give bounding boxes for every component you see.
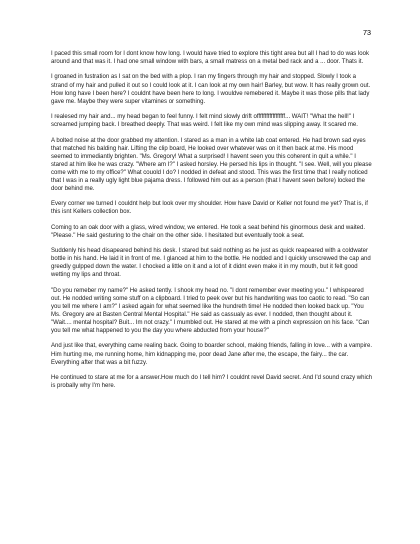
paragraph: I groaned in fustration as I sat on the bed with a plop. I ran my fingers through my hair and stopped. Slowly I took a strand of my hair and pulled it out so I could look at it. I can look at my own hair! Barley, but wow. It has really grown out. How long have I been here? I couldnt have been here to long. I wouldve remebered it. Maybe it was those pills that lady gave me. Maybe they were super vitamines or something. [51,74,371,105]
paragraph: And just like that, everything came realing back. Going to boarder school, making friends, falling in love... with a vampire. Him hurting me, me running home, him kidnapping me, poor dead Jane after me, the escape, the fairy... the car. Everything after that was a bit fuzzy. [51,343,372,366]
paragraph: "Do you remeber my name?" He asked tently. I shook my head no. "I dont remember ever meeting you." I whispeared out. He nodded writing some stuff on a clipboard. I tried to peek over but his handwriting was too caotic to read. "So can you tell me where I am?" I asked again for what seemed like the hundreth time! He nodded then looked back up. "You Ms. Gregory are at Basten Central Mental Hospital." He said as cassualy as ever. I nodded, then thought about it. "Wait.... mental hospital? Buit... Im not crazy." I mumbled out. He stared at me with a pinch expression on his face. "Can you tell me what happened to you the day you where abducted from your house?" [51,287,370,335]
paragraph: Suddenly his head disapeared behind his desk. I stared but said nothing as he just as quick reapeared with a coldwater bottle in his hand. He laid it in front of me. I glanced at him to the bottle. He nodded and I quickly unscrewed the cap and greedly gulpped down the water. I chocked a little on it and a lot of it didnt even make it in my mouth, but it felt good wetting my lips and throat. [51,248,371,279]
body-text [51,50,373,398]
paragraph: I realesed my hair and... my head began to feel funny. I felt mind slowly drift offffffffffffffffff... WAIT! "What the hell!" I screamed jumping back. I breathed deeply. That was weird. I felt like my own mind was slipping away. It scared me. [51,114,358,129]
page-number: 73 [363,28,371,37]
paragraph: He continued to stare at me for a answer.How much do I tell him? I couldnt revel David secret. And I'd sound crazy which is probally why I'm here. [51,375,373,390]
paragraph: A bolted noise at the door grabbed my attention. I stared as a man in a white lab coat entered. He had brown sad eyes that matched his balding hair. Lifting the clip board, He looked over whatever was on it then back at me. His mood seemed to immediantly brighten. "Ms. Gregory! What a surprised! I havent seen you this coherent in quit a while." I stared at him like he was crazy. "Where am I?" I asked horsley. He persed his lips in thought. "I see. Well, will you please come with me to my office?" What couold I do? I nodded in defeat and stood. This was the first time that I really noticed that I was in a really ugly light blue pajama dress. I followed him out as a person (that I havent seen before) locked the door behind me. [51,137,372,192]
paragraph: Every corner we turned I couldnt help but look over my shoulder. How have David or Keller not found me yet? That is, if this isnt Kellers collection box. [51,201,368,216]
paragraph: I paced this small room for I dont know how long. I would have tried to explore this tight area but all I had to do was look around and that was it. I had one small window with bars, a small matress on a metal bed rack and a ... door. Thats it. [51,51,370,66]
paragraph: Coming to an oak door with a glass, wired window, we entered. He took a seat behind his ginormous desk and waited. "Please." He said gesturing to the chair on the other side. I hesitated but eventually took a seat. [51,224,365,239]
